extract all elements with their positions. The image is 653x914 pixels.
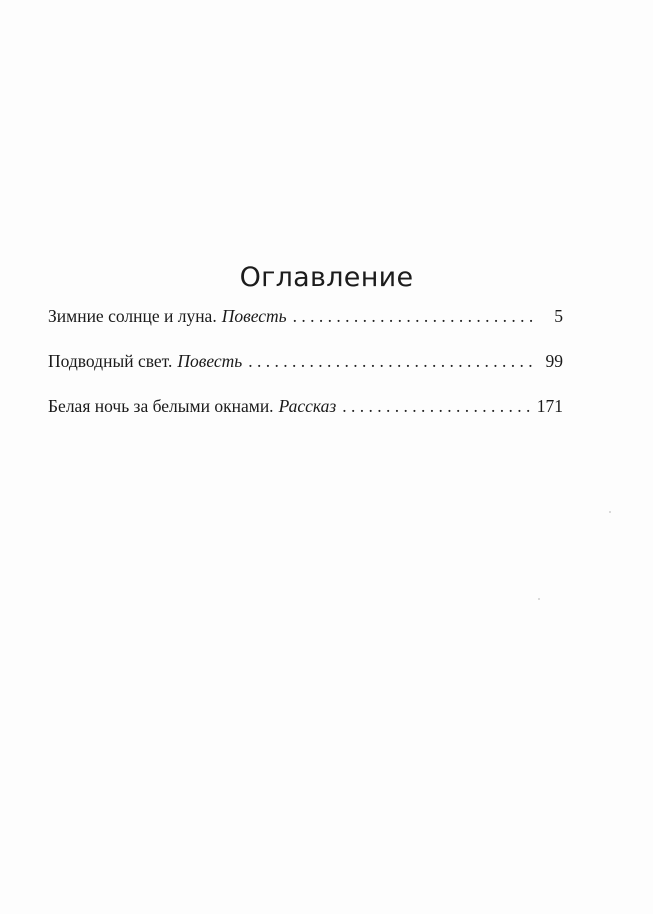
toc-entry-title: Зимние солнце и луна. (48, 306, 217, 326)
toc-entry-title: Белая ночь за белыми окнами. (48, 396, 274, 416)
toc-entry-title: Подводный свет. (48, 351, 173, 371)
table-of-contents (48, 306, 563, 441)
toc-entry-genre: Повесть (177, 351, 243, 371)
dot-leader (293, 306, 535, 327)
dot-leader (342, 396, 531, 417)
toc-entry-page-number: 5 (554, 306, 563, 326)
toc-entry-3 (48, 396, 563, 420)
dot-leader (248, 351, 535, 372)
toc-entry-genre: Повесть (221, 306, 287, 326)
toc-heading: Оглавление (239, 262, 414, 294)
paper-speck (609, 511, 611, 513)
toc-entry-2 (48, 351, 563, 375)
paper-speck (538, 598, 540, 600)
toc-entry-1 (48, 306, 563, 330)
toc-entry-page-number: 99 (545, 351, 563, 371)
toc-entry-page-number: 171 (536, 396, 563, 416)
toc-entry-genre: Рассказ (278, 396, 337, 416)
